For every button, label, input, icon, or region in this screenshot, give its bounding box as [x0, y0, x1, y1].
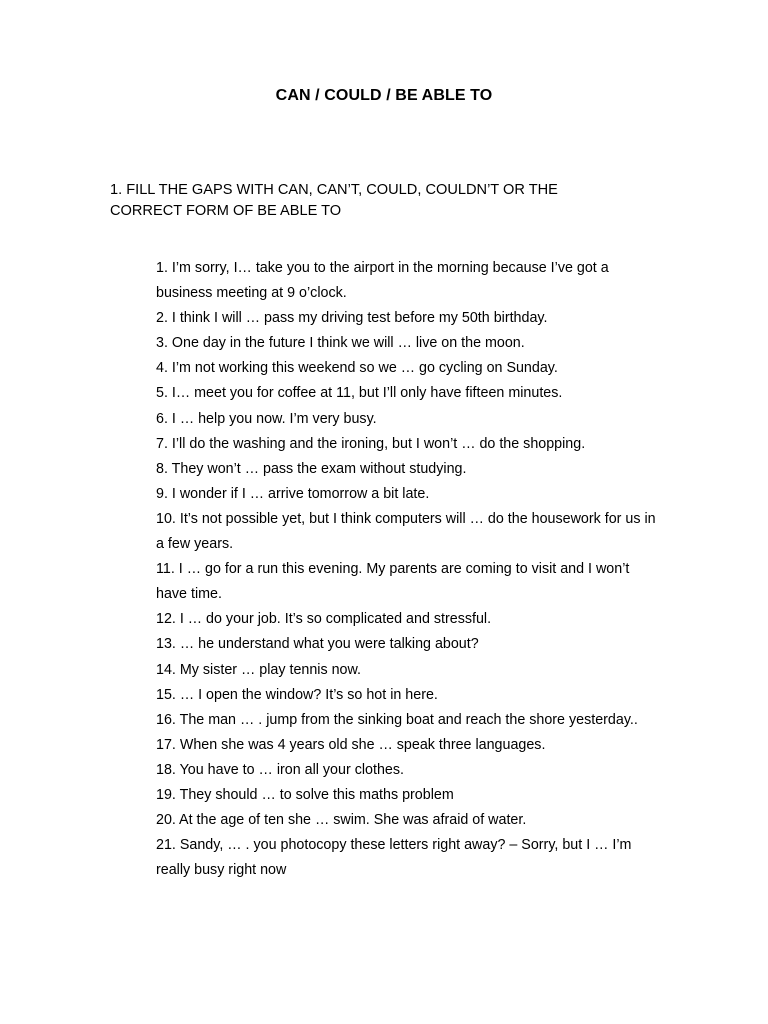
exercise-item: 1. I’m sorry, I… take you to the airport in the morning because I’ve got a business meeting at 9 o’clock. — [156, 260, 609, 302]
exercise-item: 15. … I open the window? It’s so hot in here. — [156, 686, 438, 703]
exercise-item: 12. I … do your job. It’s so complicated and stressful. — [156, 611, 492, 628]
exercise-item: 2. I think I will … pass my driving test before my 50th birthday. — [156, 310, 548, 327]
exercise-item: 16. The man … . jump from the sinking boat and reach the shore yesterday.. — [156, 711, 638, 728]
page-title: CAN / COULD / BE ABLE TO — [275, 87, 493, 104]
exercise-item: 3. One day in the future I think we will … live on the moon. — [156, 335, 525, 352]
exercise-item: 11. I … go for a run this evening. My parents are coming to visit and I won’t have time. — [156, 561, 630, 603]
exercise-item: 21. Sandy, … . you photocopy these letters right away? – Sorry, but I … I’m really busy right now — [156, 837, 632, 879]
exercise-item: 6. I … help you now. I’m very busy. — [156, 410, 377, 427]
exercise-list — [156, 256, 661, 883]
exercise-item: 19. They should … to solve this maths problem — [156, 786, 454, 803]
exercise-item: 17. When she was 4 years old she … speak three languages. — [156, 736, 546, 753]
exercise-item: 13. … he understand what you were talking about? — [156, 636, 479, 653]
exercise-instruction: 1. FILL THE GAPS WITH CAN, CAN’T, COULD, COULDN’T OR THE CORRECT FORM OF BE ABLE TO — [110, 182, 558, 219]
exercise-item: 20. At the age of ten she … swim. She was afraid of water. — [156, 812, 527, 829]
exercise-item: 18. You have to … iron all your clothes. — [156, 761, 404, 778]
exercise-item: 9. I wonder if I … arrive tomorrow a bit late. — [156, 485, 430, 502]
exercise-item: 8. They won’t … pass the exam without studying. — [156, 460, 467, 477]
exercise-item: 7. I’ll do the washing and the ironing, but I won’t … do the shopping. — [156, 435, 586, 452]
exercise-item: 4. I’m not working this weekend so we … go cycling on Sunday. — [156, 360, 558, 377]
exercise-item: 14. My sister … play tennis now. — [156, 661, 362, 678]
exercise-item: 10. It’s not possible yet, but I think computers will … do the housework for us in a few years. — [156, 510, 656, 553]
exercise-item: 5. I… meet you for coffee at 11, but I’ll only have fifteen minutes. — [156, 385, 563, 402]
